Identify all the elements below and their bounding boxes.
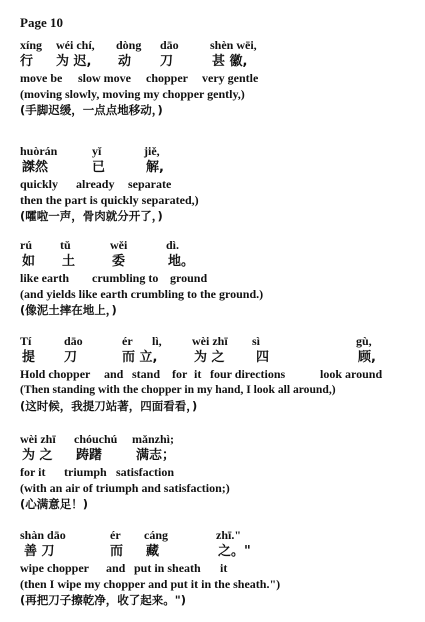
hanzi-word: 委 [112, 254, 126, 269]
pinyin-word: wèi zhī [192, 334, 228, 348]
stanza-5 [20, 431, 415, 513]
pinyin-line [20, 333, 415, 349]
hanzi-word: 土 [62, 254, 76, 269]
gloss-word: and [106, 561, 126, 575]
english-translation: (Then standing with the chopper in my hand, I look all around,) [20, 383, 336, 396]
hanzi-word: 解, [146, 160, 164, 175]
gloss-word: like earth [20, 271, 69, 285]
pinyin-word: tǔ [60, 238, 71, 252]
gloss-word: separate [128, 177, 172, 191]
hanzi-word: 謋然 [22, 160, 49, 175]
gloss-word: quickly [20, 177, 59, 191]
pinyin-word: wěi [110, 238, 128, 252]
gloss-word: it [220, 561, 228, 575]
hanzi-word: 顾, [358, 350, 376, 365]
pinyin-word: yǐ [92, 144, 102, 158]
pinyin-word: gù, [356, 334, 372, 348]
pinyin-word: ér [110, 528, 121, 542]
gloss-line [20, 464, 415, 480]
hanzi-word: 提 [22, 350, 36, 365]
pinyin-word: Tí [20, 334, 32, 348]
gloss-word: it [194, 367, 202, 381]
hanzi-word: 如 [22, 254, 36, 269]
gloss-word: already [76, 177, 115, 191]
gloss-word: wipe chopper [20, 561, 89, 575]
hanzi-word: 为 之 [194, 350, 225, 365]
hanzi-word: 为 之 [22, 448, 53, 463]
pinyin-word: chóuchú [74, 432, 118, 446]
gloss-word: Hold chopper [20, 367, 91, 381]
chinese-translation: (像泥土摔在地上，) [20, 303, 117, 317]
pinyin-word: lì, [152, 334, 162, 348]
gloss-word: stand [132, 367, 161, 381]
chinese-translation: (嚯啦一声，骨肉就分开了，) [20, 209, 163, 223]
hanzi-word: 甚 徽, [212, 54, 248, 69]
pinyin-word: dì. [166, 238, 180, 252]
pinyin-word: shèn wēi, [210, 38, 257, 52]
hanzi-word: 动 [118, 54, 132, 69]
hanzi-line [20, 447, 415, 464]
gloss-word: slow move [78, 71, 131, 85]
hanzi-line [20, 159, 415, 176]
hanzi-word: 已 [92, 160, 106, 175]
stanza-3 [20, 237, 415, 319]
gloss-word: for [172, 367, 188, 381]
chinese-translation: (再把刀子擦乾净，收了起来。") [20, 593, 187, 607]
gloss-word: chopper [146, 71, 188, 85]
english-translation: (moving slowly, moving my chopper gently,) [20, 87, 245, 101]
pinyin-line [20, 527, 415, 543]
gloss-word: four directions [210, 367, 286, 381]
chinese-translation: (心满意足！) [20, 497, 89, 511]
gloss-word: crumbling to [92, 271, 159, 285]
hanzi-word: 四 [256, 350, 270, 365]
pinyin-word: dāo [64, 334, 83, 348]
hanzi-word: 之。" [218, 544, 251, 559]
english-translation: (then I wipe my chopper and put it in the sheath.") [20, 577, 281, 591]
page-label: Page 10 [20, 15, 63, 30]
gloss-word: satisfaction [116, 465, 174, 479]
pinyin-line [20, 143, 415, 159]
gloss-line [20, 366, 415, 382]
gloss-line [20, 270, 415, 286]
stanza-2 [20, 143, 415, 225]
pinyin-line [20, 431, 415, 447]
pinyin-word: wèi zhī [20, 432, 56, 446]
gloss-line [20, 70, 415, 86]
english-translation: (and yields like earth crumbling to the ground.) [20, 287, 264, 301]
gloss-word: put in sheath [134, 561, 201, 575]
stanza-4 [20, 333, 415, 415]
pinyin-word: zhī." [216, 528, 241, 542]
hanzi-word: 藏 [146, 544, 160, 559]
gloss-word: look around [320, 367, 383, 381]
hanzi-line [20, 543, 415, 560]
pinyin-line [20, 37, 415, 53]
hanzi-word: 地。 [168, 254, 195, 269]
stanza-1 [20, 37, 415, 119]
hanzi-word: 行 [20, 54, 34, 69]
hanzi-word: 而 [110, 544, 124, 559]
gloss-line [20, 560, 415, 576]
hanzi-word: 善 刀 [24, 544, 55, 559]
pinyin-word: cáng [144, 528, 168, 542]
gloss-word: and [104, 367, 124, 381]
hanzi-line [20, 53, 415, 70]
pinyin-word: ér [122, 334, 133, 348]
hanzi-word: 为 迟, [56, 54, 92, 69]
chinese-translation: (这时候，我提刀站著，四面看看，) [20, 399, 198, 413]
chinese-translation: (手脚迟缓，一点点地移动，) [20, 103, 163, 117]
hanzi-word: 刀 [64, 350, 78, 365]
pinyin-word: dòng [116, 38, 142, 52]
pinyin-word: dāo [160, 38, 179, 52]
pinyin-word: jiě, [144, 144, 160, 158]
hanzi-line [20, 253, 415, 270]
pinyin-word: mǎnzhì; [132, 432, 174, 446]
pinyin-word: wéi chí, [56, 38, 95, 52]
gloss-word: very gentle [202, 71, 259, 85]
pinyin-word: huòrán [20, 144, 58, 158]
gloss-word: triumph [64, 465, 107, 479]
pinyin-word: rú [20, 238, 32, 252]
hanzi-word: 而 立, [122, 350, 158, 365]
gloss-word: move be [20, 71, 63, 85]
hanzi-word: 满志； [136, 448, 176, 463]
hanzi-line [20, 349, 415, 366]
gloss-word: for it [20, 465, 46, 479]
english-translation: (with an air of triumph and satisfaction;) [20, 481, 230, 495]
pinyin-word: sì [252, 334, 261, 348]
hanzi-word: 踌躇 [76, 448, 103, 463]
pinyin-word: shàn dāo [20, 528, 66, 542]
pinyin-word: xíng [20, 38, 43, 52]
pinyin-line [20, 237, 415, 253]
gloss-line [20, 176, 415, 192]
stanza-6 [20, 527, 415, 609]
gloss-word: ground [170, 271, 208, 285]
english-translation: then the part is quickly separated,) [20, 193, 199, 207]
hanzi-word: 刀 [160, 54, 174, 69]
